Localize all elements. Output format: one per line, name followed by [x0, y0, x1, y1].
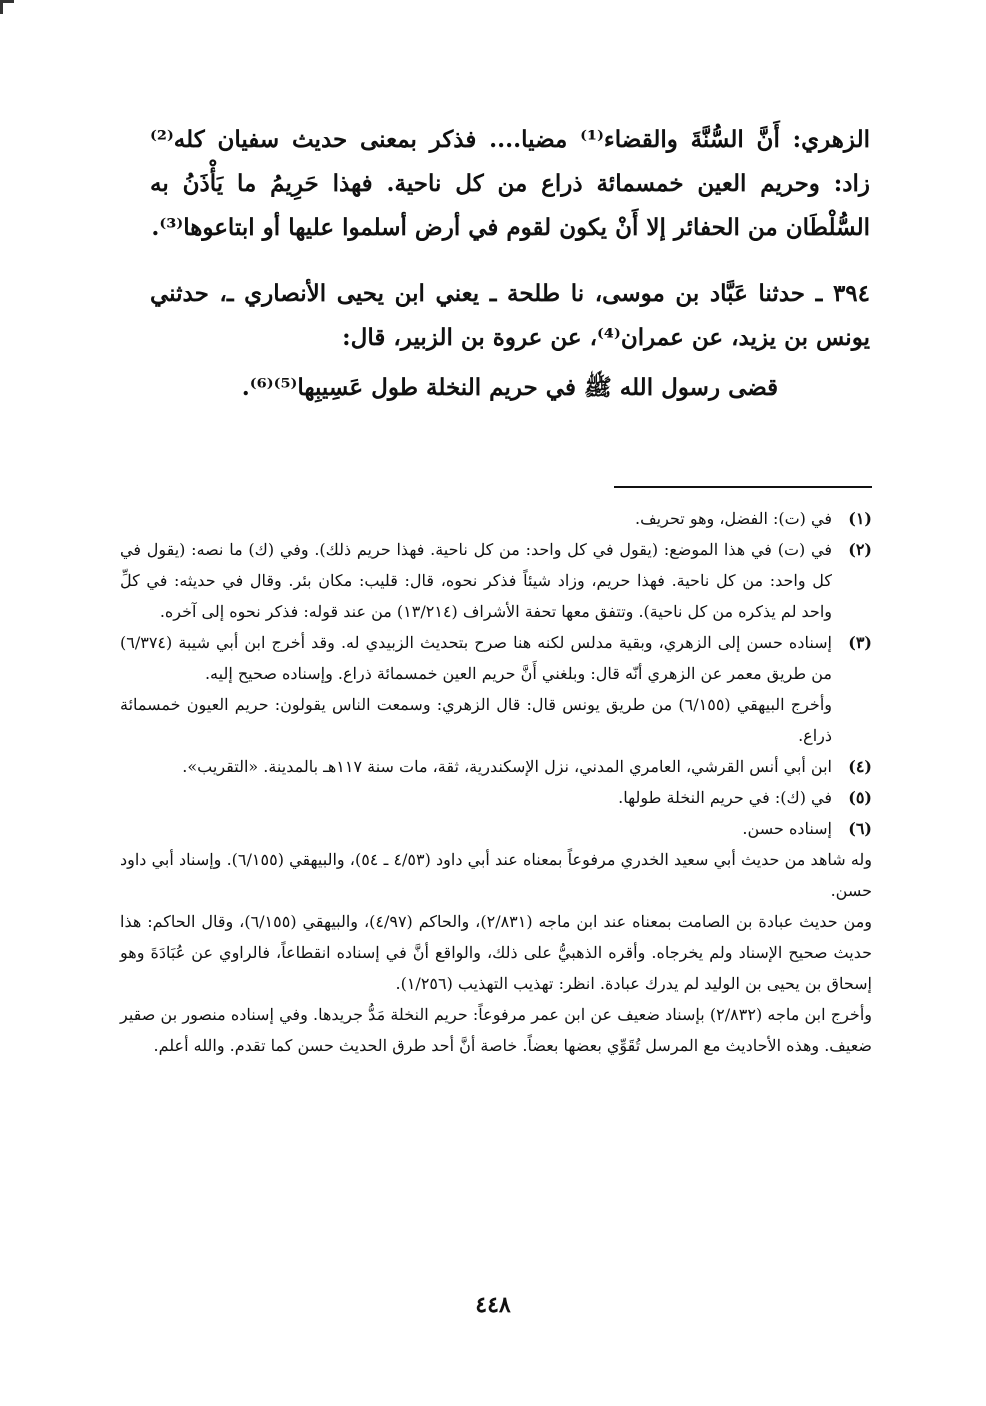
footnote-continuation: ومن حديث عبادة بن الصامت بمعناه عند ابن ماجه (٢/٨٣١)، والحاكم (٤/٩٧)، والبيهقي (٦/١٥٥)، وقال الحاكم: هذا حديث صحيح الإسناد ولم يخرجاه. وأقره الذهبيُّ على ذلك، والواقع أنَّ في إسناده انقطاعاً، فالراوي عن عُبَادَةَ وهو إسحاق بن يحيى بن الوليد لم يدرك عبادة. انظر: تهذيب التهذيب (١/٢٥٦). — [120, 912, 873, 993]
footnote-body — [120, 782, 832, 813]
footnote — [120, 503, 872, 534]
hadith-matn: قضى رسول الله ﷺ في حريم النخلة طول عَسِيبِها⁽⁵⁾⁽⁶⁾. — [241, 374, 779, 401]
page-number: ٤٤٨ — [475, 1292, 511, 1318]
footnote — [120, 627, 872, 751]
main-paragraph: الزهري: أَنَّ السُّنَّةَ والقضاء⁽¹⁾ مضيا.... فذكر بمعنى حديث سفيان كله⁽²⁾ زاد: وحريم العين خمسمائة ذراع من كل ناحية. فهذا حَرِيمُ ما يَأْذَنُ به السُّلْطَان من الحفائر إلا أَنْ يكون لقوم في أرض أسلموا عليها أو ابتاعوها⁽³⁾. — [150, 126, 870, 241]
footnote-text: في (ت) في هذا الموضع: (يقول في كل واحد: من كل ناحية. فهذا حريم ذلك). وفي (ك) ما نصه: (يقول في كل واحد: من كل ناحية. فهذا حريم، وزاد شيئاً فذكر نحوه، قال: قليب: مكان بئر. وقال في حديثه: في كلِّ واحد لم يذكره من كل ناحية). وتتفق معها تحفة الأشراف (١٣/٢١٤) من عند قوله: فذكر نحوه إلى آخره. — [120, 540, 832, 621]
footnote-number: (١) — [848, 509, 872, 528]
footnote-body — [120, 751, 832, 782]
footnote-text: ابن أبي أنس القرشي، العامري المدني، نزل الإسكندرية، ثقة، مات سنة ١١٧هـ بالمدينة. «التقريب». — [182, 757, 832, 776]
footnote-text: إسناده حسن. — [742, 819, 832, 838]
hadith-isnad: ـ حدثنا عَبَّاد بن موسى، نا طلحة ـ يعني ابن يحيى الأنصاري ـ، حدثني يونس بن يزيد، عن عمران⁽⁴⁾، عن عروة بن الزبير، قال: — [150, 280, 870, 351]
footnote-text: إسناده حسن إلى الزهري، وبقية مدلس لكنه هنا صرح بتحديث الزبيدي له. وقد أخرج ابن أبي شيبة (٦/٣٧٤) من طريق معمر عن الزهري أنّه قال: وبلغني أَنَّ حريم العين خمسمائة ذراع. وإسناده صحيح إليه. — [120, 633, 832, 683]
footnote-number: (٤) — [848, 757, 872, 776]
footnote-text: وأخرج البيهقي (٦/١٥٥) من طريق يونس قال: قال الزهري: وسمعت الناس يقولون: حريم العيون خمسمائة ذراع. — [120, 695, 832, 745]
hadith-paragraph — [150, 272, 870, 360]
footnote-continuation: وله شاهد من حديث أبي سعيد الخدري مرفوعاً بمعناه عند أبي داود (٤/٥٣ ـ ٥٤)، والبيهقي (٦/١٥٥). وإسناد أبي داود حسن. — [120, 850, 873, 900]
main-text — [150, 118, 870, 410]
footnote-body — [120, 534, 832, 627]
footnotes — [120, 503, 872, 1061]
footnote-number: (٦) — [848, 819, 872, 838]
footnote-text: في (ك): في حريم النخلة طولها. — [618, 788, 832, 807]
footnote — [120, 534, 872, 627]
footnote-continuation: وأخرج ابن ماجه (٢/٨٣٢) بإسناد ضعيف عن ابن عمر مرفوعاً: حريم النخلة مَدُّ جريدها. وفي إسناده منصور بن صقير ضعيف. وهذه الأحاديث مع المرسل تُقَوِّي بعضها بعضاً. خاصة أنَّ أحد طرق الحديث حسن كما تقدم. والله أعلم. — [120, 1005, 872, 1055]
footnote-number: (٣) — [848, 633, 872, 652]
footnote — [120, 751, 872, 782]
hadith-number: ٣٩٤ — [832, 280, 870, 307]
footnote-body — [120, 503, 832, 534]
scan-edge-mark — [0, 0, 3, 14]
footnote-body — [120, 813, 832, 844]
footnote-text: في (ت): الفضل، وهو تحريف. — [635, 509, 832, 528]
footnote-separator — [614, 486, 872, 488]
footnote-number: (٥) — [848, 788, 872, 807]
footnote-body — [120, 627, 832, 751]
footnote-number: (٢) — [848, 540, 872, 559]
footnote — [120, 813, 872, 844]
footnote — [120, 782, 872, 813]
